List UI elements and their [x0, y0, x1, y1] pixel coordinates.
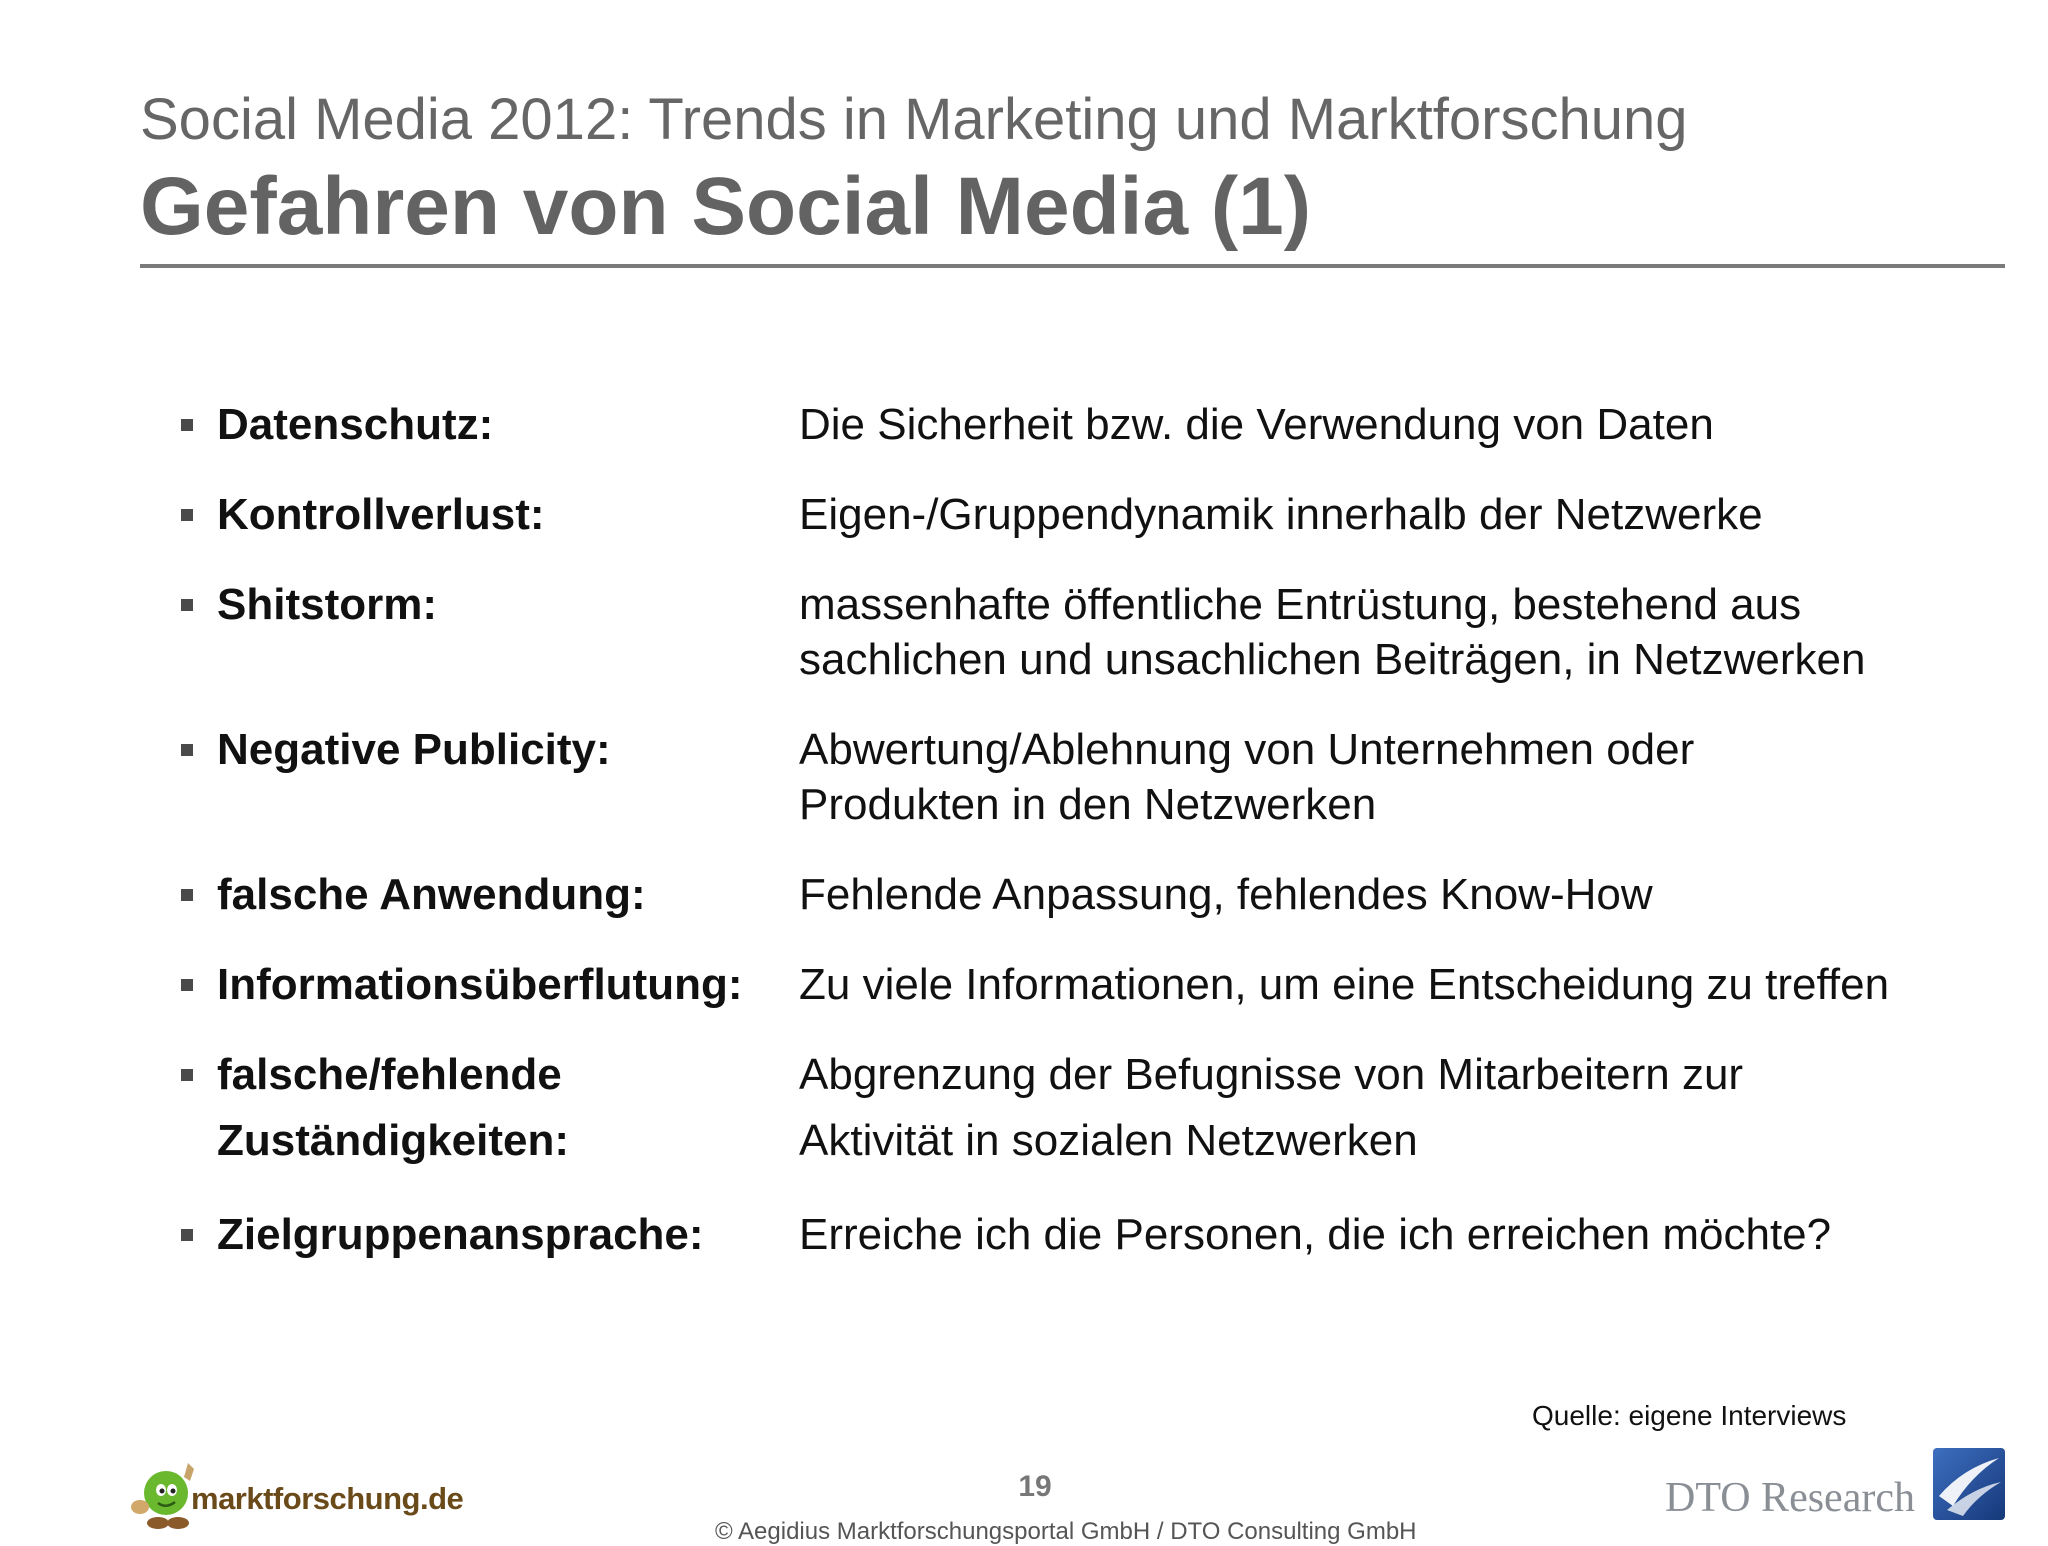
item-description: Eigen-/Gruppendynamik innerhalb der Netzwerke [799, 490, 1763, 539]
page-number: 19 [1018, 1470, 1052, 1503]
item-description: Produkten in den Netzwerken [799, 780, 1377, 829]
item-term: Kontrollverlust: [217, 490, 545, 539]
item-description: Aktivität in sozialen Netzwerken [799, 1116, 1418, 1165]
item-description: Abgrenzung der Befugnisse von Mitarbeitern zur [799, 1050, 1744, 1099]
source-note: Quelle: eigene Interviews [1532, 1400, 1847, 1431]
item-term: Zuständigkeiten: [217, 1116, 570, 1165]
dto-swoosh-icon [1933, 1448, 2005, 1520]
logo-text: marktforschung.de [191, 1481, 464, 1516]
bullet-square-icon [181, 509, 193, 521]
bullet-square-icon [181, 1229, 193, 1241]
item-description: massenhafte öffentliche Entrüstung, bestehend aus [799, 580, 1802, 629]
item-description: Zu viele Informationen, um eine Entscheidung zu treffen [799, 960, 1890, 1009]
item-term: falsche Anwendung: [217, 870, 646, 919]
slide-subtitle: Social Media 2012: Trends in Marketing und Marktforschung [140, 87, 1688, 152]
item-term: Zielgruppenansprache: [217, 1210, 704, 1259]
item-term: Shitstorm: [217, 580, 437, 629]
bullet-square-icon [181, 744, 193, 756]
item-term: Datenschutz: [217, 400, 494, 449]
slide-title: Gefahren von Social Media (1) [140, 161, 1312, 252]
bullet-square-icon [181, 889, 193, 901]
copyright-notice: © Aegidius Marktforschungsportal GmbH / DTO Consulting GmbH [715, 1518, 1417, 1545]
bullet-square-icon [181, 1069, 193, 1081]
bullet-square-icon [181, 419, 193, 431]
logo-text: DTO Research [1665, 1475, 1915, 1521]
item-description: Fehlende Anpassung, fehlendes Know-How [799, 870, 1653, 919]
item-description: sachlichen und unsachlichen Beiträgen, in Netzwerken [799, 635, 1866, 684]
item-description: Die Sicherheit bzw. die Verwendung von Daten [799, 400, 1714, 449]
item-description: Abwertung/Ablehnung von Unternehmen oder [799, 725, 1695, 774]
dto-research-logo [1660, 1448, 2005, 1528]
marktforschung-logo [128, 1455, 468, 1535]
bullet-square-icon [181, 979, 193, 991]
item-term: Negative Publicity: [217, 725, 611, 774]
bullet-square-icon [181, 599, 193, 611]
item-term: falsche/fehlende [217, 1050, 562, 1099]
item-description: Erreiche ich die Personen, die ich erreichen möchte? [799, 1210, 1832, 1259]
mascot-icon [128, 1455, 198, 1535]
item-term: Informationsüberflutung: [217, 960, 743, 1009]
title-divider [140, 264, 2005, 268]
